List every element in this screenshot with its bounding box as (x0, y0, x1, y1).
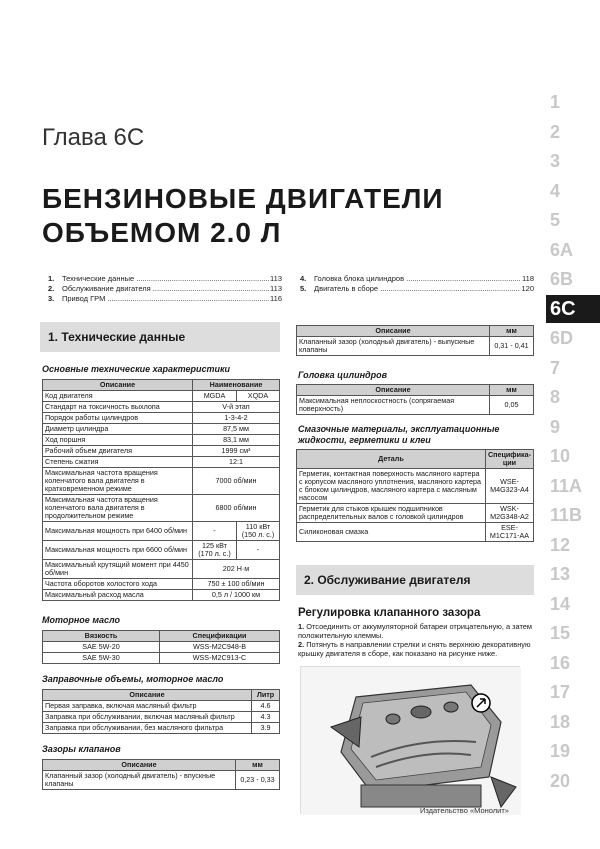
header-cell: Литр (252, 690, 280, 701)
table-header-row (297, 326, 534, 337)
table-row (43, 590, 280, 601)
table-cell: ESE-M1C171-AA (485, 523, 533, 542)
toc-num: 4. (300, 274, 307, 283)
toc-num: 1. (48, 274, 55, 283)
table-cell: Диаметр цилиндра (43, 424, 193, 435)
header-cell: Описание (43, 760, 236, 771)
table-cell: 12:1 (193, 457, 280, 468)
table-cell: 0,05 (490, 396, 534, 415)
chapter-tab-20[interactable]: 20 (546, 767, 600, 797)
toc-page: 118 (522, 274, 534, 283)
table-row (43, 402, 280, 413)
valve-exhaust-table (296, 325, 534, 356)
table-row (43, 701, 280, 712)
chapter-tab-3[interactable]: 3 (546, 147, 600, 177)
table-cell: SAE 5W-20 (43, 642, 160, 653)
table-row (43, 642, 280, 653)
header-cell: Описание (297, 385, 490, 396)
table-cell: Максимальный расход масла (43, 590, 193, 601)
table-row (297, 469, 534, 504)
table-cell: Максимальная мощность при 6400 об/мин (43, 522, 193, 541)
table-cell: V-й этап (193, 402, 280, 413)
table-cell: Заправка при обслуживании, без масляного фильтра (43, 723, 252, 734)
table-row (43, 457, 280, 468)
valve-title: Зазоры клапанов (42, 744, 121, 754)
section-1-header: 1. Технические данные (40, 322, 280, 352)
table-cell: Рабочий объем двигателя (43, 446, 193, 457)
header-cell: Описание (43, 380, 193, 391)
toc-entry[interactable] (300, 274, 534, 284)
table-row (297, 504, 534, 523)
table-cell: Ход поршня (43, 435, 193, 446)
header-cell: Описание (43, 690, 252, 701)
table-cell: WSE-M4G323-A4 (485, 469, 533, 504)
toc-page: 113 (270, 284, 282, 293)
table-row (43, 522, 280, 541)
toc-label: Обслуживание двигателя ..... (62, 284, 269, 294)
table-header-row (297, 385, 534, 396)
table-row (43, 653, 280, 664)
table-row (43, 712, 280, 723)
table-header-row (43, 631, 280, 642)
toc-entry[interactable] (48, 274, 282, 284)
header-cell: Описание (297, 326, 490, 337)
table-cell: WSK-M2G348-A2 (485, 504, 533, 523)
chapter-tab-5[interactable]: 5 (546, 206, 600, 236)
engine-drawing (301, 667, 521, 815)
head-title: Головка цилиндров (298, 370, 388, 380)
chapter-tab-6d[interactable]: 6D (546, 324, 600, 354)
table-row (43, 468, 280, 495)
table-cell: MGDA (193, 391, 237, 402)
lube-title: Смазочные материалы, эксплуатационные жидкости, герметики и клеи (298, 424, 500, 445)
table-cell: XQDA (236, 391, 279, 402)
table-header-row (297, 450, 534, 469)
step-item (298, 640, 534, 658)
table-cell: Частота оборотов холостого хода (43, 579, 193, 590)
table-cell: 7000 об/мин (193, 468, 280, 495)
fill-title: Заправочные объемы, моторное масло (42, 674, 224, 684)
section-2-header: 2. Обслуживание двигателя (296, 565, 534, 595)
valve-intake-table (42, 759, 280, 790)
spec-table (42, 379, 280, 601)
toc-label: Технические данные ..... (62, 274, 269, 284)
step-text: Потянуть в направлении стрелки и снять верхнюю декоративную крышку двигателя в сборе, как показано на рисунке ниже. (298, 640, 531, 658)
reg-title: Регулировка клапанного зазора (298, 607, 481, 619)
chapter-tab-19[interactable]: 19 (546, 737, 600, 767)
chapter-tab-9[interactable]: 9 (546, 413, 600, 443)
table-cell: 110 кВт (150 л. с.) (236, 522, 279, 541)
chapter-tab-11a[interactable]: 11A (546, 472, 600, 502)
table-cell: Порядок работы цилиндров (43, 413, 193, 424)
table-header-row (43, 690, 280, 701)
toc-page: 113 (270, 274, 282, 283)
table-cell: Максимальная неплоскостность (сопрягаемая поверхность) (297, 396, 490, 415)
header-cell: Деталь (297, 450, 486, 469)
table-row (43, 579, 280, 590)
chapter-tab-18[interactable]: 18 (546, 708, 600, 738)
header-cell: Вязкость (43, 631, 160, 642)
table-row (297, 337, 534, 356)
header-cell: Наименование (193, 380, 280, 391)
table-row (297, 523, 534, 542)
table-cell: WSS-M2C948-B (160, 642, 280, 653)
chapter-tab-12[interactable]: 12 (546, 531, 600, 561)
step-num: 2. (298, 640, 305, 649)
toc-entry[interactable] (48, 294, 282, 304)
chapter-tab-14[interactable]: 14 (546, 590, 600, 620)
engine-illustration (300, 666, 520, 814)
table-cell: 0,31 - 0,41 (490, 337, 534, 356)
oil-table (42, 630, 280, 664)
toc-label: Привод ГРМ ..... (62, 294, 269, 304)
table-cell: 125 кВт (170 л. с.) (193, 541, 237, 560)
header-cell: Спецификации (160, 631, 280, 642)
table-cell: Максимальная частота вращения коленчатого вала двигателя в кратковременном режиме (43, 468, 193, 495)
table-cell: 87,5 мм (193, 424, 280, 435)
table-row (43, 391, 280, 402)
table-cell: Максимальный крутящий момент при 4450 об/мин (43, 560, 193, 579)
table-row (43, 413, 280, 424)
chapter-tab-17[interactable]: 17 (546, 678, 600, 708)
table-cell: Силиконовая смазка (297, 523, 486, 542)
toc-entry[interactable] (48, 284, 282, 294)
chapter-tab-1[interactable]: 1 (546, 88, 600, 118)
lube-table (296, 449, 534, 542)
step-text: Отсоединить от аккумуляторной батареи отрицательную, а затем положительную клеммы. (298, 622, 532, 640)
toc-page: 120 (521, 284, 534, 293)
table-cell: - (193, 522, 237, 541)
table-cell: Первая заправка, включая масляный фильтр (43, 701, 252, 712)
table-cell: 202 Н·м (193, 560, 280, 579)
table-cell: 4.3 (252, 712, 280, 723)
table-row (43, 424, 280, 435)
oil-title: Моторное масло (42, 615, 120, 625)
chapter-tab-7[interactable]: 7 (546, 354, 600, 384)
table-cell: - (236, 541, 279, 560)
table-row (43, 560, 280, 579)
toc-num: 5. (300, 284, 307, 293)
chapter-tab-13[interactable]: 13 (546, 560, 600, 590)
table-cell: 1-3-4-2 (193, 413, 280, 424)
table-cell: Заправка при обслуживании, включая масляный фильтр (43, 712, 252, 723)
chapter-tab-11b[interactable]: 11B (546, 501, 600, 531)
toc-label: Двигатель в сборе ..... (314, 284, 520, 294)
header-cell: мм (236, 760, 280, 771)
table-cell: Клапанный зазор (холодный двигатель) - впускные клапаны (43, 771, 236, 790)
table-row (297, 396, 534, 415)
page-title: БЕНЗИНОВЫЕ ДВИГАТЕЛИ ОБЪЕМОМ 2.0 Л (42, 183, 444, 248)
toc-num: 2. (48, 284, 55, 293)
step-num: 1. (298, 622, 305, 631)
table-cell: SAE 5W-30 (43, 653, 160, 664)
table-cell: Стандарт на токсичность выхлопа (43, 402, 193, 413)
chapter-tab-8[interactable]: 8 (546, 383, 600, 413)
header-cell: мм (490, 326, 534, 337)
chapter-tab-4[interactable]: 4 (546, 177, 600, 207)
chapter-tab-6c[interactable]: 6C (546, 295, 600, 325)
toc-right (300, 274, 534, 294)
table-cell: Максимальная частота вращения коленчатого вала двигателя в продолжительном режиме (43, 495, 193, 522)
table-cell: 750 ± 100 об/мин (193, 579, 280, 590)
toc-label: Головка блока цилиндров ..... (314, 274, 521, 284)
head-table (296, 384, 534, 415)
spec-title: Основные технические характеристики (42, 364, 231, 374)
step-item (298, 622, 534, 640)
table-header-row (43, 380, 280, 391)
publisher-footer: Издательство «Монолит» (420, 806, 509, 815)
table-cell: 1999 см³ (193, 446, 280, 457)
table-row (43, 435, 280, 446)
table-cell: 4.6 (252, 701, 280, 712)
header-cell: мм (490, 385, 534, 396)
table-row (43, 723, 280, 734)
toc-num: 3. (48, 294, 55, 303)
chapter-tab-16[interactable]: 16 (546, 649, 600, 679)
table-cell: 6800 об/мин (193, 495, 280, 522)
chapter-tabs (546, 88, 600, 796)
table-cell: 3.9 (252, 723, 280, 734)
table-cell: Герметик для стыков крышек подшипников распределительных валов с головкой цилиндров (297, 504, 486, 523)
table-cell: 0,5 л / 1000 км (193, 590, 280, 601)
table-row (43, 446, 280, 457)
table-cell: 83,1 мм (193, 435, 280, 446)
table-cell: Максимальная мощность при 6600 об/мин (43, 541, 193, 560)
table-row (43, 541, 280, 560)
toc-left (48, 274, 282, 304)
chapter-tab-10[interactable]: 10 (546, 442, 600, 472)
chapter-tab-2[interactable]: 2 (546, 118, 600, 148)
steps-list (298, 622, 534, 658)
header-cell: Специфика-ции (485, 450, 533, 469)
chapter-tab-6a[interactable]: 6A (546, 236, 600, 266)
table-cell: 0,23 - 0,33 (236, 771, 280, 790)
chapter-label: Глава 6С (42, 124, 145, 151)
chapter-tab-15[interactable]: 15 (546, 619, 600, 649)
table-row (43, 771, 280, 790)
fill-table (42, 689, 280, 734)
table-cell: Клапанный зазор (холодный двигатель) - выпускные клапаны (297, 337, 490, 356)
table-header-row (43, 760, 280, 771)
table-row (43, 495, 280, 522)
table-cell: Степень сжатия (43, 457, 193, 468)
table-cell: WSS-M2C913-C (160, 653, 280, 664)
toc-entry[interactable] (300, 284, 534, 294)
table-cell: Герметик, контактная поверхность масляного картера с корпусом масляного уплотнения, масляного картера с блоком цилиндров, масляного картера с масляным насосом (297, 469, 486, 504)
chapter-tab-6b[interactable]: 6B (546, 265, 600, 295)
table-cell: Код двигателя (43, 391, 193, 402)
toc-page: 116 (270, 294, 282, 303)
